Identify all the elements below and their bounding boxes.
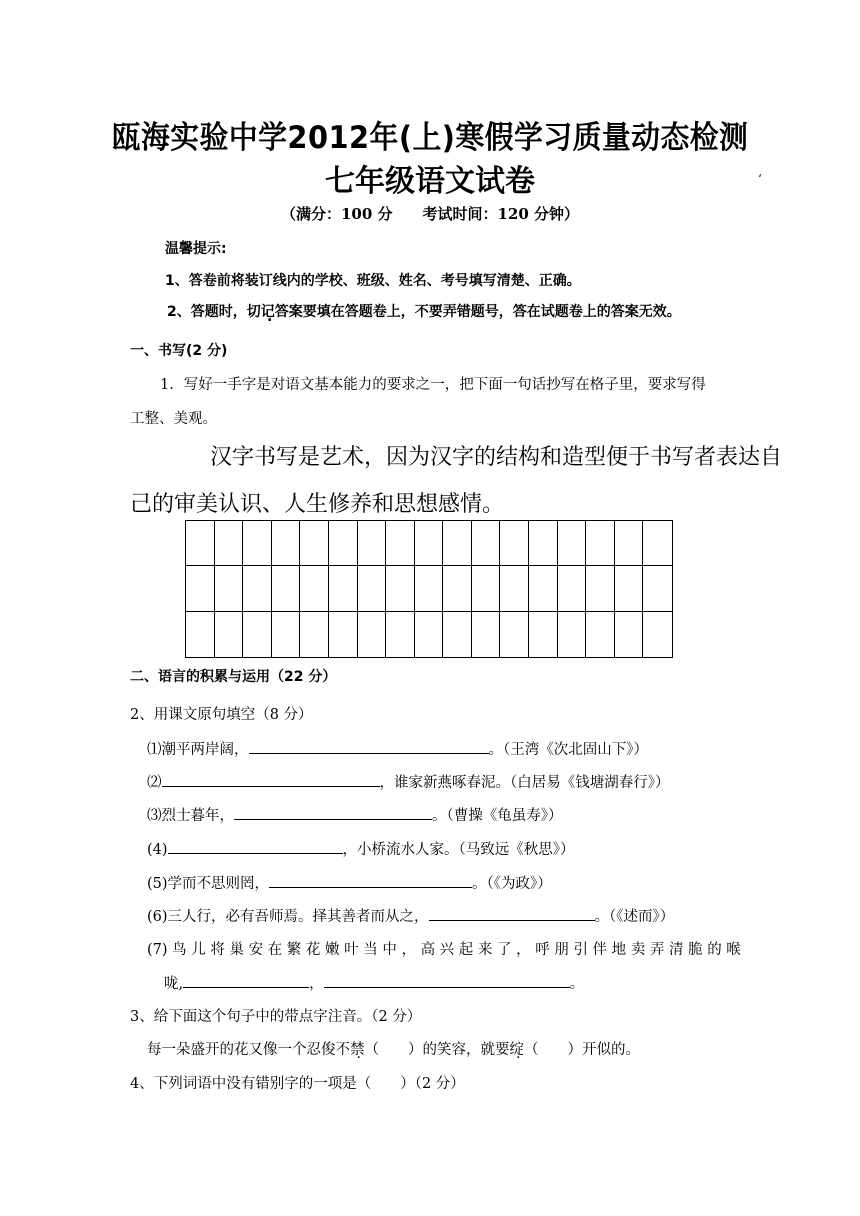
grid-cell[interactable] xyxy=(358,521,387,566)
question-1-line-1: 1．写好一手字是对语文基本能力的要求之一，把下面一句话抄写在格子里，要求写得 xyxy=(160,377,706,393)
dotted-char-1: 禁 xyxy=(350,1042,365,1058)
tip-item-2-post: 答案要填在答题卷上，不要弄错题号，答在试题卷上的答案无效。 xyxy=(274,304,681,320)
fill-item-2-source: ，谁家新燕啄春泥。（白居易《钱塘湖春行》） xyxy=(379,775,670,791)
answer-blank[interactable] xyxy=(429,904,595,921)
sentence-part-c: （ ）开似的。 xyxy=(524,1042,640,1058)
fill-item-3 xyxy=(147,803,563,825)
grid-cell[interactable] xyxy=(500,566,529,611)
fill-item-1-prompt: ⑴潮平两岸阔， xyxy=(147,742,249,758)
section-1-heading: 一、书写(2 分) xyxy=(130,343,228,359)
fill-item-2-prompt: ⑵ xyxy=(147,775,162,791)
grid-cell[interactable] xyxy=(615,612,644,657)
answer-blank[interactable] xyxy=(269,871,472,888)
grid-cell[interactable] xyxy=(415,612,444,657)
fill-item-5-source: 。（《为政》） xyxy=(472,876,552,892)
grid-cell[interactable] xyxy=(329,521,358,566)
tip-item-1: 1、答卷前将装订线内的学校、班级、姓名、考号填写清楚、正确。 xyxy=(165,273,581,289)
dotted-char-2: 绽 xyxy=(509,1042,524,1058)
grid-cell[interactable] xyxy=(415,521,444,566)
grid-cell[interactable] xyxy=(215,612,244,657)
fill-item-4 xyxy=(147,837,575,859)
grid-cell[interactable] xyxy=(472,521,501,566)
question-3-sentence xyxy=(147,1038,640,1059)
grid-cell[interactable] xyxy=(186,612,215,657)
grid-cell[interactable] xyxy=(529,521,558,566)
grid-cell[interactable] xyxy=(300,566,329,611)
grid-cell[interactable] xyxy=(329,612,358,657)
fill-item-6 xyxy=(147,904,674,926)
question-4: 4、下列词语中没有错别字的一项是（ ）（2 分） xyxy=(130,1076,465,1092)
grid-cell[interactable] xyxy=(329,566,358,611)
answer-blank[interactable] xyxy=(183,971,309,988)
grid-cell[interactable] xyxy=(500,521,529,566)
grid-cell[interactable] xyxy=(472,612,501,657)
grid-cell[interactable] xyxy=(443,566,472,611)
fill-item-3-prompt: ⑶烈士暮年， xyxy=(147,808,234,824)
grid-cell[interactable] xyxy=(472,566,501,611)
grid-cell[interactable] xyxy=(558,566,587,611)
grid-cell[interactable] xyxy=(443,521,472,566)
grid-cell[interactable] xyxy=(358,612,387,657)
grid-cell[interactable] xyxy=(243,521,272,566)
grid-cell[interactable] xyxy=(386,521,415,566)
answer-blank[interactable] xyxy=(168,837,343,854)
passage-line-1: 汉字书写是艺术，因为汉字的结构和造型便于书写者表达自 xyxy=(210,445,783,470)
grid-cell[interactable] xyxy=(186,521,215,566)
fill-item-7-line-2 xyxy=(164,971,584,993)
exam-subtitle-grade: 七年级语文试卷 xyxy=(325,164,535,199)
fill-item-7-comma: ， xyxy=(309,976,324,992)
tip-item-2 xyxy=(167,301,681,321)
fill-item-6-prompt: (6)三人行，必有吾师焉。择其善者而从之， xyxy=(147,909,429,925)
tip-item-2-dotted: 记 xyxy=(260,304,275,320)
grid-cell[interactable] xyxy=(215,521,244,566)
grid-cell[interactable] xyxy=(215,566,244,611)
grid-cell[interactable] xyxy=(243,566,272,611)
grid-cell[interactable] xyxy=(358,566,387,611)
fill-item-7-prefix: 咙, xyxy=(164,976,184,992)
section-2-heading: 二、语言的积累与运用（22 分） xyxy=(130,669,337,685)
grid-cell[interactable] xyxy=(386,566,415,611)
grid-cell[interactable] xyxy=(615,566,644,611)
fill-item-6-source: 。（《述而》） xyxy=(594,909,675,925)
grid-cell[interactable] xyxy=(529,612,558,657)
fill-item-5-prompt: (5)学而不思则罔， xyxy=(147,876,270,892)
grid-cell[interactable] xyxy=(586,566,615,611)
grid-cell[interactable] xyxy=(386,612,415,657)
grid-cell[interactable] xyxy=(586,612,615,657)
grid-cell[interactable] xyxy=(272,612,301,657)
grid-cell[interactable] xyxy=(529,566,558,611)
answer-blank[interactable] xyxy=(162,770,380,787)
fill-item-4-source: ，小桥流水人家。（马致远《秋思》） xyxy=(342,842,575,858)
grid-cell[interactable] xyxy=(643,566,672,611)
fill-item-1-source: 。（王湾《次北固山下》） xyxy=(488,742,648,758)
grid-cell[interactable] xyxy=(243,612,272,657)
answer-blank[interactable] xyxy=(324,971,570,988)
question-3: 3、给下面这个句子中的带点字注音。（2 分） xyxy=(130,1009,422,1025)
writing-grid[interactable] xyxy=(185,520,673,658)
fill-item-1 xyxy=(147,737,648,759)
tip-item-2-pre: 2、答题时，切 xyxy=(167,304,261,320)
grid-cell[interactable] xyxy=(300,612,329,657)
fill-item-4-prompt: (4) xyxy=(147,842,168,858)
grid-cell[interactable] xyxy=(415,566,444,611)
question-1-line-2: 工整、美观。 xyxy=(130,411,217,427)
fill-item-3-source: 。（曹操《龟虽寿》） xyxy=(432,808,563,824)
passage-line-2: 己的审美认识、人生修养和思想感情。 xyxy=(130,492,505,517)
sentence-part-b: （ ）的笑容，就要 xyxy=(364,1042,510,1058)
answer-blank[interactable] xyxy=(249,737,489,754)
fill-item-7-line-1: (7) 鸟 儿 将 巢 安 在 繁 花 嫩 叶 当 中 ， 高 兴 起 来 了 ， 呼 朋 引 伴 地 卖 弄 清 脆 的 喉 xyxy=(147,942,741,958)
grid-cell[interactable] xyxy=(586,521,615,566)
grid-cell[interactable] xyxy=(443,612,472,657)
sentence-part-a: 每一朵盛开的花又像一个忍俊不 xyxy=(147,1042,350,1058)
fill-item-5 xyxy=(147,871,552,893)
grid-cell[interactable] xyxy=(272,566,301,611)
grid-cell[interactable] xyxy=(300,521,329,566)
tips-heading: 温馨提示: xyxy=(165,241,227,257)
fill-item-2 xyxy=(147,770,670,792)
exam-title: 瓯海实验中学2012年(上)寒假学习质量动态检测 xyxy=(111,120,749,156)
grid-cell[interactable] xyxy=(558,612,587,657)
grid-cell[interactable] xyxy=(272,521,301,566)
grid-cell[interactable] xyxy=(615,521,644,566)
grid-cell[interactable] xyxy=(643,521,672,566)
grid-cell[interactable] xyxy=(500,612,529,657)
answer-blank[interactable] xyxy=(234,803,432,820)
grid-cell[interactable] xyxy=(186,566,215,611)
question-2: 2、用课文原句填空（8 分） xyxy=(130,707,313,723)
score-time-info: （满分：100 分 考试时间：120 分钟） xyxy=(280,205,580,223)
stray-mark: ‘ xyxy=(758,172,762,186)
grid-cell[interactable] xyxy=(643,612,672,657)
fill-item-7-end: 。 xyxy=(569,976,585,992)
grid-cell[interactable] xyxy=(558,521,587,566)
